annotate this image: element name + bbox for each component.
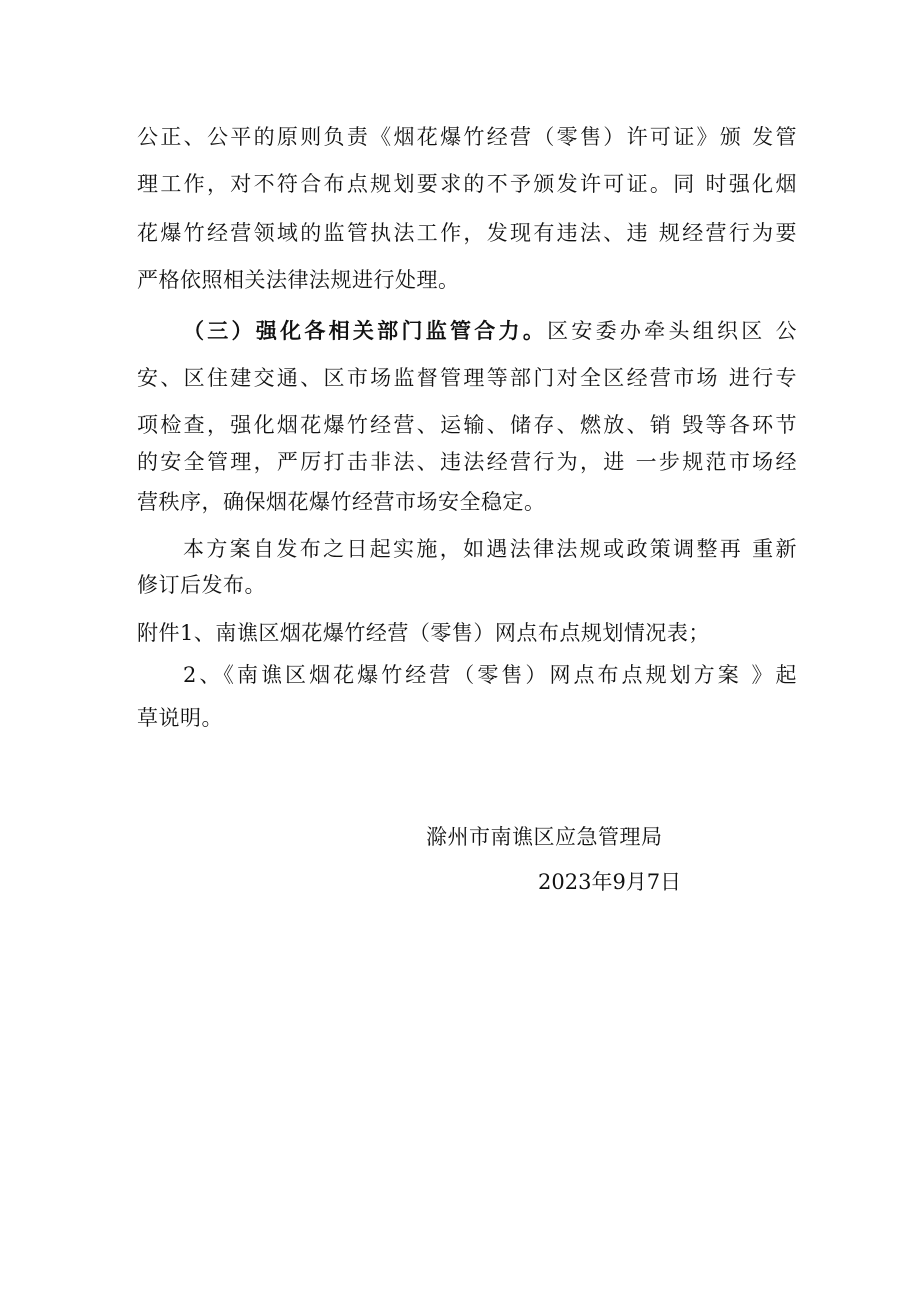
- para1-line-1: 公正、公平的原则负责《烟花爆竹经营（零售）许可证》颁 发管: [137, 125, 797, 149]
- para1-line-2: 理工作，对不符合布点规划要求的不予颁发许可证。同 时强化烟: [137, 172, 797, 196]
- para2-line-5: 营秩序，确保烟花爆竹经营市场安全稳定。: [137, 490, 546, 514]
- issuing-organization: 滁州市南谯区应急管理局: [426, 825, 663, 849]
- para2-line-3: 项检查，强化烟花爆竹经营、运输、储存、燃放、销 毁等各环节: [137, 413, 797, 437]
- para2-line-4: 的安全管理，严厉打击非法、违法经营行为，进 一步规范市场经: [137, 450, 797, 474]
- para2-line-1-rest: 区安委办牵头组织区 公: [547, 319, 797, 343]
- attachment-line-2: 2、《南谯区烟花爆竹经营（零售）网点布点规划方案 》起: [183, 663, 797, 687]
- para1-line-3: 花爆竹经营领域的监管执法工作，发现有违法、违 规经营行为要: [137, 221, 797, 245]
- section-heading: （三）强化各相关部门监管合力。: [183, 318, 548, 343]
- para3-line-2: 修订后发布。: [137, 573, 266, 597]
- para3-line-1: 本方案自发布之日起实施，如遇法律法规或政策调整再 重新: [183, 537, 797, 561]
- attachment-line-3: 草说明。: [137, 706, 223, 730]
- para2-line-2: 安、区住建交通、区市场监督管理等部门对全区经营市场 进行专: [137, 366, 797, 390]
- para2-line-1: [183, 319, 797, 347]
- issue-date: 2023年9月7日: [538, 870, 682, 894]
- para1-line-4: 严格依照相关法律法规进行处理。: [137, 268, 460, 292]
- attachment-line-1: 附件1、南谯区烟花爆竹经营（零售）网点布点规划情况表；: [137, 621, 710, 645]
